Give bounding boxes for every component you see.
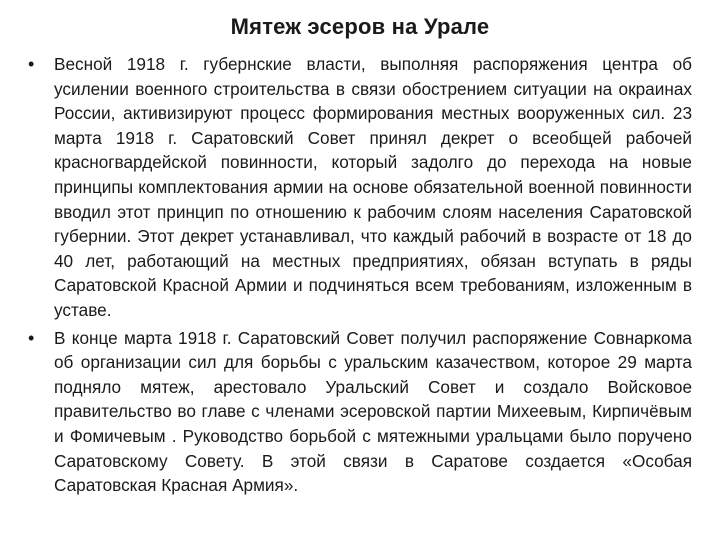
bullet-item <box>28 326 692 498</box>
bullet-list <box>28 52 692 501</box>
bullet-item <box>28 52 692 323</box>
bullet-icon: • <box>28 54 35 74</box>
bullet-icon: • <box>28 327 35 348</box>
slide-title: Мятеж эсеров на Урале <box>230 14 490 39</box>
bullet-text: Весной 1918 г. губернские власти, выполняя распоряжения центра об усилении военного строительства в связи обострением ситуации на окраинах России, активизируют процесс формирования местных вооруженных сил. 23 марта 1918 г. Саратовский Совет принял декрет о всеобщей рабочей красногвардейской повинности, который задолго до перехода на новые принципы комплектования армии на основе обязательной военной повинности вводил этот принцип по отношению к рабочим слоям населения Саратовской губернии. Этот декрет устанавливал, что каждый рабочий в возрасте от 18 до 40 лет, работающий на местных предприятиях, обязан вступать в ряды Саратовской Красной Армии и подчиняться всем требованиям, изложенным в уставе. <box>54 54 692 320</box>
bullet-text: В конце марта 1918 г. Саратовский Совет получил распоряжение Совнаркома об организации сил для борьбы с уральским казачеством, которое 29 марта подняло мятеж, арестовало Уральский Совет и создало Войсковое правительство во главе с членами эсеровской партии Михеевым, Кирпичёвым и Фомичевым . Руководство борьбой с мятежными уральцами было поручено Саратовскому Совету. В этой связи в Саратове создается «Особая Саратовская Красная Армия». <box>54 327 692 496</box>
